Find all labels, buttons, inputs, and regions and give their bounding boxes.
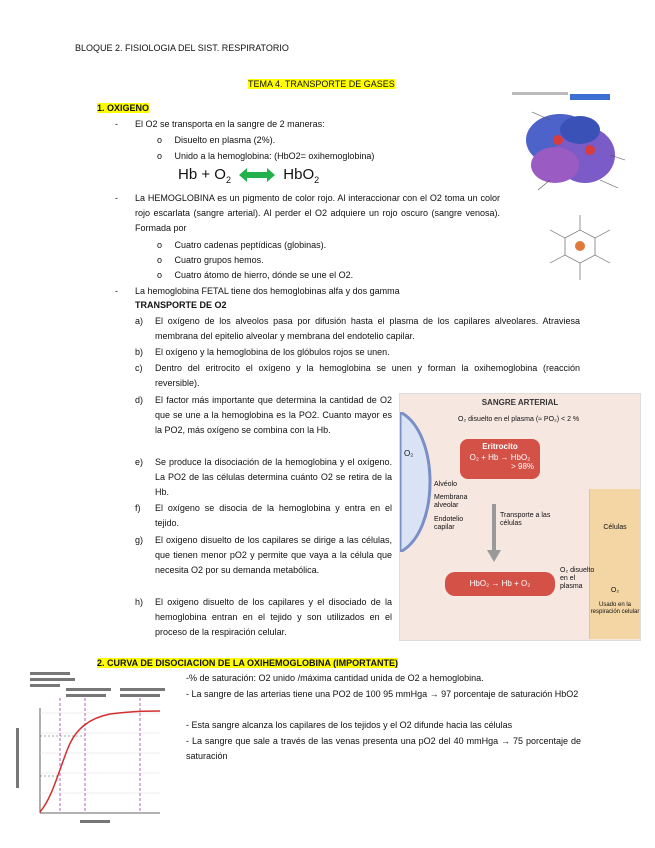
step-c: [135, 361, 580, 391]
arterial-blood-figure: [399, 393, 641, 641]
topic-title-text: TEMA 4. TRANSPORTE DE GASES: [248, 79, 395, 89]
ery-equation: O₂ + Hb → HbO₂: [469, 453, 531, 462]
hemo-part-text: Cuatro átomo de hierro, dónde se une el O2.: [174, 270, 354, 280]
bottom-equation: HbO₂ → Hb + O₂: [469, 579, 531, 588]
hemo-part-3: [157, 268, 353, 283]
ery-percent: > 98%: [511, 462, 534, 471]
step-label: e): [135, 457, 144, 467]
circle-marker: o: [157, 135, 163, 145]
dissociation-curve-figure: [10, 668, 180, 833]
used-label: Usado en la respiración celular: [590, 602, 640, 615]
hemoglobin-figure: [510, 90, 650, 300]
step-text: El oxígeno de los alveolos pasa por difusión hasta el plasma de los capilares alveolares. Atraviesa membrana del epitelio alveolar y membrana del endotelio capilar.: [155, 316, 580, 341]
section2-line-2: - La sangre de las arterias tiene una PO2 de 100 95 mmHga → 97 porcentaje de saturación HbO2: [186, 689, 579, 699]
cells-label: Células: [603, 524, 627, 531]
section1-title-text: 1. OXIGENO: [97, 103, 150, 113]
bullet-text: La HEMOGLOBINA es un pigmento de color rojo. Al interaccionar con el O2 toma un color rojo escarlata (sangre arterial). Al perder el O2 adquiere un rojo oscuro (sangre venosa). Formada por: [135, 193, 500, 233]
hemo-part-1: [157, 238, 326, 253]
double-arrow-icon: [239, 168, 275, 182]
step-f: [135, 501, 392, 531]
bullet-hemoglobin: [115, 191, 500, 236]
erythrocyte-box: [460, 439, 540, 479]
struct-label-2: Membrana alveolar: [434, 494, 468, 509]
step-label: h): [135, 597, 144, 607]
sub-way-text: Unido a la hemoglobina: (HbO2= oxihemoglobina): [174, 151, 375, 161]
block-header: BLOQUE 2. FISIOLOGIA DEL SIST. RESPIRATORIO: [75, 43, 289, 53]
step-label: g): [135, 535, 144, 545]
step-text: El oxigeno disuelto de los capilares se dirige a las células, que tienen menor pO2 y permite que vaya a la célula que necesita O2 por su demanda metabólica.: [155, 535, 392, 575]
step-text: Dentro del eritrocito el oxígeno y la hemoglobina se unen y forman la oxihemoglobina (reacción reversible).: [155, 363, 580, 388]
sub-way-text: Disuelto en plasma (2%).: [174, 135, 276, 145]
step-text: El oxígeno y la hemoglobina de los glóbulos rojos se unen.: [155, 347, 390, 357]
section2-line-4: - La sangre que sale a través de las venas presenta una pO2 del 40 mmHga → 75 porcentaje de saturación: [186, 736, 581, 761]
dash-marker: -: [115, 119, 118, 129]
cells-area: [589, 489, 640, 639]
alveolus-o2-label: O₂: [404, 449, 414, 458]
ery-title: Eritrocito: [482, 442, 518, 451]
step-label: c): [135, 363, 143, 373]
circle-marker: o: [157, 270, 163, 280]
section2-title-text: 2. CURVA DE DISOCIACION DE LA OXIHEMOGLOBINA (IMPORTANTE): [97, 658, 399, 668]
bullet-text: El O2 se transporta en la sangre de 2 maneras:: [135, 119, 325, 129]
bullet-fetal: [115, 284, 500, 299]
step-label: b): [135, 347, 144, 357]
section2-line-3: - Esta sangre alcanza los capilares de los tejidos y el O2 difunde hacia las células: [186, 720, 513, 730]
struct-label-3: Endotelio capilar: [434, 516, 464, 531]
equation-left: Hb + O: [178, 166, 226, 183]
dissociation-curve-icon: [10, 668, 180, 833]
circle-marker: o: [157, 255, 163, 265]
transport-label: Transporte a las células: [500, 512, 551, 527]
hb-equation: [178, 166, 319, 185]
step-g: [135, 533, 392, 578]
topic-title: [248, 77, 395, 92]
step-d: [135, 393, 392, 438]
step-text: El factor más importante que determina la cantidad de O2 que se une a la hemoglobina es la PO2. Cuanto mayor es la PO2, más oxígeno se combina con la Hb.: [155, 395, 392, 435]
equation-right: HbO: [283, 166, 315, 183]
step-text: El oxigeno disuelto de los capilares y el disociado de la hemoglobina entran en el tejido y son utilizados en el proceso de la respiración celular.: [155, 597, 392, 637]
equation-left-sub: 2: [225, 175, 231, 185]
step-a: [135, 314, 580, 344]
circle-marker: o: [157, 151, 163, 161]
bottom-dissolved: O₂ disuelto en el plasma: [560, 567, 595, 590]
section2-line-1: -% de saturación: O2 unido /máxima cantidad unida de O2 a hemoglobina.: [186, 673, 484, 683]
bullet-transport-ways: [115, 117, 505, 132]
step-label: d): [135, 395, 144, 405]
step-text: El oxígeno se disocia de la hemoglobina y entra en el tejido.: [155, 503, 392, 528]
hemo-part-text: Cuatro cadenas peptídicas (globinas).: [174, 240, 327, 250]
hbo2-release-box: [445, 572, 555, 596]
dash-marker: -: [115, 193, 118, 203]
transport-title: TRANSPORTE DE O2: [135, 300, 227, 310]
step-h: [135, 595, 392, 640]
dissolved-label: O₂ disuelto en el plasma (≈ PO₂) < 2 %: [458, 416, 580, 423]
step-label: a): [135, 316, 144, 326]
hemo-part-text: Cuatro grupos hemos.: [174, 255, 264, 265]
step-e: [135, 455, 392, 500]
struct-label-1: Alvéolo: [434, 481, 457, 488]
o2-out-label: O₂: [610, 587, 620, 594]
step-b: [135, 345, 580, 360]
hemoglobin-structure-icon: [510, 90, 650, 300]
dash-marker: -: [115, 286, 118, 296]
section1-title: [97, 101, 149, 116]
sub-way-1: [157, 133, 275, 148]
sub-way-2: [157, 149, 374, 164]
step-label: f): [135, 503, 141, 513]
step-text: Se produce la disociación de la hemoglobina y el oxígeno. La PO2 de las células determina cuánto O2 se retira de la Hb.: [155, 457, 392, 497]
bullet-text: La hemoglobina FETAL tiene dos hemoglobinas alfa y dos gamma: [135, 286, 400, 296]
circle-marker: o: [157, 240, 163, 250]
hemo-part-2: [157, 253, 264, 268]
equation-right-sub: 2: [314, 175, 320, 185]
arterial-banner: SANGRE ARTERIAL: [481, 398, 559, 407]
down-arrow-icon: [487, 504, 501, 564]
